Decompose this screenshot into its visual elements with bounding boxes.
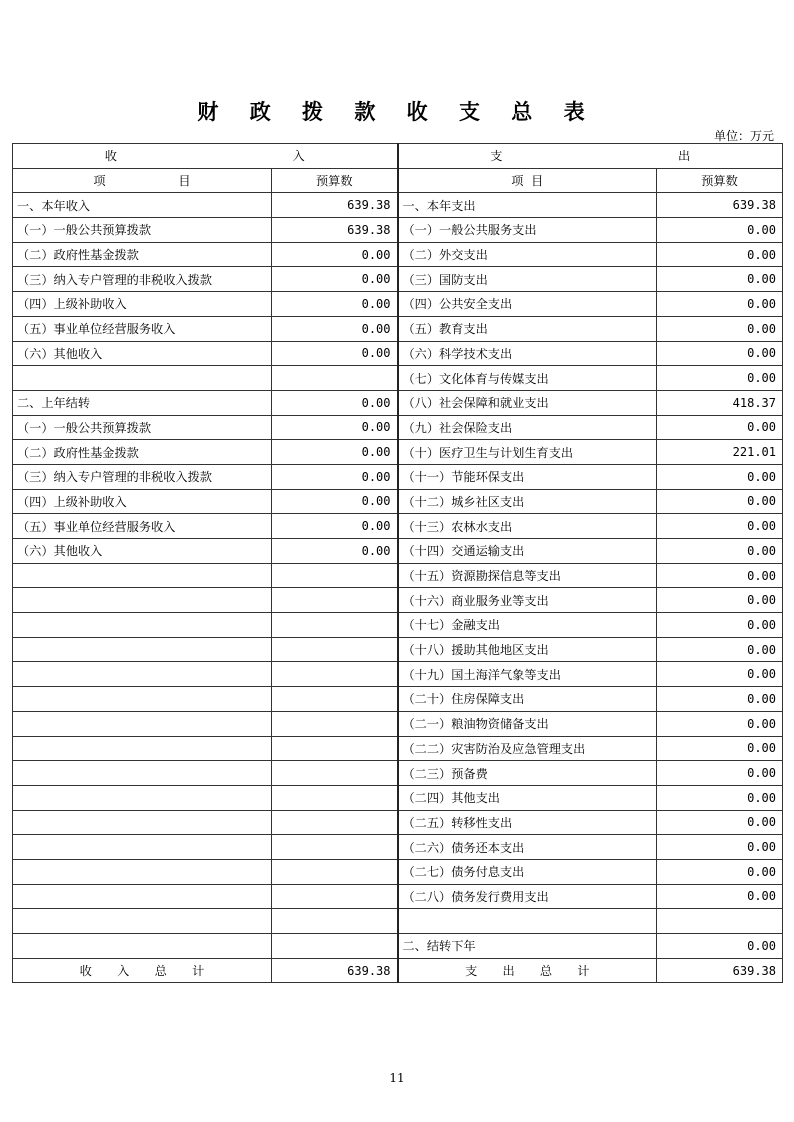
table-row (13, 934, 783, 959)
income-value-cell (272, 366, 398, 391)
table-row (13, 835, 783, 860)
income-item-cell: （二）政府性基金拨款 (13, 440, 272, 465)
income-item-cell: 二、上年结转 (13, 390, 272, 415)
income-value-cell (272, 859, 398, 884)
table-row (13, 341, 783, 366)
income-item-cell (13, 934, 272, 959)
item-header-right: 项 目 (398, 168, 657, 193)
table-row (13, 464, 783, 489)
expense-value-cell (657, 909, 783, 934)
income-item-cell: （五）事业单位经营服务收入 (13, 514, 272, 539)
table-row (13, 785, 783, 810)
expense-item-cell: （十二）城乡社区支出 (398, 489, 657, 514)
expense-item-cell: （二三）预备费 (398, 761, 657, 786)
expense-value-cell: 0.00 (657, 687, 783, 712)
expense-item-cell: （二一）粮油物资储备支出 (398, 711, 657, 736)
income-item-cell (13, 711, 272, 736)
expense-value-cell: 0.00 (657, 292, 783, 317)
expense-item-cell: （四）公共安全支出 (398, 292, 657, 317)
table-row (13, 242, 783, 267)
item-header-left: 项 目 (13, 168, 272, 193)
expense-item-cell: （八）社会保障和就业支出 (398, 390, 657, 415)
expense-item-cell: （十三）农林水支出 (398, 514, 657, 539)
table-row (13, 316, 783, 341)
table-row (13, 514, 783, 539)
page-title: 财 政 拨 款 收 支 总 表 (197, 99, 597, 124)
income-value-cell (272, 563, 398, 588)
income-item-cell (13, 662, 272, 687)
expense-value-cell: 0.00 (657, 341, 783, 366)
income-item-cell (13, 588, 272, 613)
expense-value-cell: 0.00 (657, 785, 783, 810)
income-value-cell (272, 934, 398, 959)
income-value-cell: 0.00 (272, 514, 398, 539)
income-value-cell: 0.00 (272, 242, 398, 267)
expense-item-cell: （二八）债务发行费用支出 (398, 884, 657, 909)
income-item-cell: 一、本年收入 (13, 193, 272, 218)
expense-value-cell: 639.38 (657, 193, 783, 218)
income-value-cell (272, 761, 398, 786)
income-value-cell: 639.38 (272, 218, 398, 243)
income-value-cell (272, 613, 398, 638)
table-row (13, 267, 783, 292)
expense-total-value: 639.38 (657, 958, 783, 983)
income-value-cell (272, 810, 398, 835)
income-value-cell (272, 662, 398, 687)
income-item-cell (13, 909, 272, 934)
expense-value-cell: 0.00 (657, 835, 783, 860)
expense-item-cell: 一、本年支出 (398, 193, 657, 218)
income-value-cell (272, 884, 398, 909)
table-row (13, 440, 783, 465)
income-value-cell: 0.00 (272, 464, 398, 489)
income-total-value: 639.38 (272, 958, 398, 983)
unit-label: 单位：万元 (713, 129, 774, 143)
income-item-cell (13, 563, 272, 588)
budget-header-right: 预算数 (657, 168, 783, 193)
expense-value-cell: 0.00 (657, 588, 783, 613)
income-item-cell: （五）事业单位经营服务收入 (13, 316, 272, 341)
expense-item-cell: 二、结转下年 (398, 934, 657, 959)
table-row (13, 539, 783, 564)
table-row (13, 193, 783, 218)
expense-value-cell: 0.00 (657, 884, 783, 909)
table-row (13, 489, 783, 514)
income-total-label: 收 入 总 计 (13, 958, 272, 983)
income-item-cell: （六）其他收入 (13, 341, 272, 366)
income-item-cell (13, 613, 272, 638)
expense-item-cell: （七）文化体育与传媒支出 (398, 366, 657, 391)
income-value-cell: 0.00 (272, 440, 398, 465)
income-item-cell: （二）政府性基金拨款 (13, 242, 272, 267)
income-item-cell (13, 884, 272, 909)
expense-value-cell: 0.00 (657, 761, 783, 786)
income-value-cell (272, 687, 398, 712)
expense-item-cell: （五）教育支出 (398, 316, 657, 341)
expense-item-cell: （十五）资源勘探信息等支出 (398, 563, 657, 588)
expense-item-cell: （二）外交支出 (398, 242, 657, 267)
expense-value-cell: 418.37 (657, 390, 783, 415)
income-value-cell (272, 835, 398, 860)
income-value-cell: 0.00 (272, 390, 398, 415)
table-row (13, 637, 783, 662)
header-row-2 (13, 168, 783, 193)
income-header: 收 入 (13, 144, 398, 169)
expense-value-cell: 0.00 (657, 415, 783, 440)
expense-value-cell: 0.00 (657, 316, 783, 341)
expense-value-cell: 0.00 (657, 366, 783, 391)
page-number: 11 (389, 1071, 405, 1085)
table-row (13, 390, 783, 415)
expense-value-cell: 0.00 (657, 242, 783, 267)
income-item-cell (13, 637, 272, 662)
expense-value-cell: 0.00 (657, 489, 783, 514)
income-item-cell (13, 835, 272, 860)
expense-item-cell: （二二）灾害防治及应急管理支出 (398, 736, 657, 761)
income-value-cell (272, 711, 398, 736)
income-value-cell (272, 785, 398, 810)
expense-value-cell: 0.00 (657, 267, 783, 292)
table-row (13, 810, 783, 835)
table-row (13, 415, 783, 440)
table-row (13, 884, 783, 909)
income-value-cell: 639.38 (272, 193, 398, 218)
expense-value-cell: 0.00 (657, 464, 783, 489)
expense-item-cell: （二五）转移性支出 (398, 810, 657, 835)
expense-item-cell: （二六）债务还本支出 (398, 835, 657, 860)
income-item-cell: （六）其他收入 (13, 539, 272, 564)
income-item-cell (13, 761, 272, 786)
income-item-cell (13, 366, 272, 391)
income-value-cell: 0.00 (272, 539, 398, 564)
income-value-cell (272, 736, 398, 761)
income-value-cell: 0.00 (272, 267, 398, 292)
income-item-cell: （三）纳入专户管理的非税收入拨款 (13, 464, 272, 489)
budget-header-left: 预算数 (272, 168, 398, 193)
expense-item-cell: （九）社会保险支出 (398, 415, 657, 440)
table-row (13, 761, 783, 786)
expense-item-cell: （十九）国土海洋气象等支出 (398, 662, 657, 687)
table-row (13, 613, 783, 638)
expense-item-cell: （二七）债务付息支出 (398, 859, 657, 884)
expense-item-cell: （十四）交通运输支出 (398, 539, 657, 564)
expense-value-cell: 0.00 (657, 218, 783, 243)
table-row (13, 736, 783, 761)
table-row (13, 711, 783, 736)
table-row (13, 218, 783, 243)
income-item-cell: （三）纳入专户管理的非税收入拨款 (13, 267, 272, 292)
expense-item-cell: （二四）其他支出 (398, 785, 657, 810)
income-item-cell (13, 810, 272, 835)
expense-value-cell: 0.00 (657, 662, 783, 687)
table-row (13, 292, 783, 317)
expense-item-cell: （十）医疗卫生与计划生育支出 (398, 440, 657, 465)
expense-value-cell: 0.00 (657, 539, 783, 564)
expense-item-cell: （十七）金融支出 (398, 613, 657, 638)
expense-value-cell: 0.00 (657, 810, 783, 835)
income-item-cell: （一）一般公共预算拨款 (13, 218, 272, 243)
expense-value-cell: 0.00 (657, 637, 783, 662)
table-row (13, 563, 783, 588)
income-item-cell (13, 687, 272, 712)
income-value-cell (272, 909, 398, 934)
expense-header: 支 出 (398, 144, 783, 169)
income-value-cell (272, 637, 398, 662)
expense-item-cell: （二十）住房保障支出 (398, 687, 657, 712)
expense-item-cell: （十八）援助其他地区支出 (398, 637, 657, 662)
expense-value-cell: 0.00 (657, 711, 783, 736)
expense-item-cell: （十六）商业服务业等支出 (398, 588, 657, 613)
table-row (13, 859, 783, 884)
income-value-cell (272, 588, 398, 613)
income-value-cell: 0.00 (272, 316, 398, 341)
expense-item-cell (398, 909, 657, 934)
expense-value-cell: 0.00 (657, 514, 783, 539)
table-row (13, 588, 783, 613)
income-item-cell (13, 785, 272, 810)
income-item-cell: （四）上级补助收入 (13, 489, 272, 514)
expense-item-cell: （六）科学技术支出 (398, 341, 657, 366)
table-row (13, 687, 783, 712)
expense-value-cell: 0.00 (657, 736, 783, 761)
table-row (13, 366, 783, 391)
income-value-cell: 0.00 (272, 415, 398, 440)
income-item-cell: （一）一般公共预算拨款 (13, 415, 272, 440)
expense-value-cell: 0.00 (657, 613, 783, 638)
totals-row (13, 958, 783, 983)
table-row (13, 909, 783, 934)
expense-item-cell: （三）国防支出 (398, 267, 657, 292)
income-value-cell: 0.00 (272, 489, 398, 514)
expense-item-cell: （十一）节能环保支出 (398, 464, 657, 489)
expense-total-label: 支 出 总 计 (398, 958, 657, 983)
expense-value-cell: 0.00 (657, 859, 783, 884)
expense-value-cell: 0.00 (657, 563, 783, 588)
table-row (13, 662, 783, 687)
budget-table (12, 143, 783, 983)
income-item-cell: （四）上级补助收入 (13, 292, 272, 317)
expense-value-cell: 221.01 (657, 440, 783, 465)
income-item-cell (13, 859, 272, 884)
expense-value-cell: 0.00 (657, 934, 783, 959)
income-item-cell (13, 736, 272, 761)
income-value-cell: 0.00 (272, 341, 398, 366)
expense-item-cell: （一）一般公共服务支出 (398, 218, 657, 243)
income-value-cell: 0.00 (272, 292, 398, 317)
header-row-1 (13, 144, 783, 169)
